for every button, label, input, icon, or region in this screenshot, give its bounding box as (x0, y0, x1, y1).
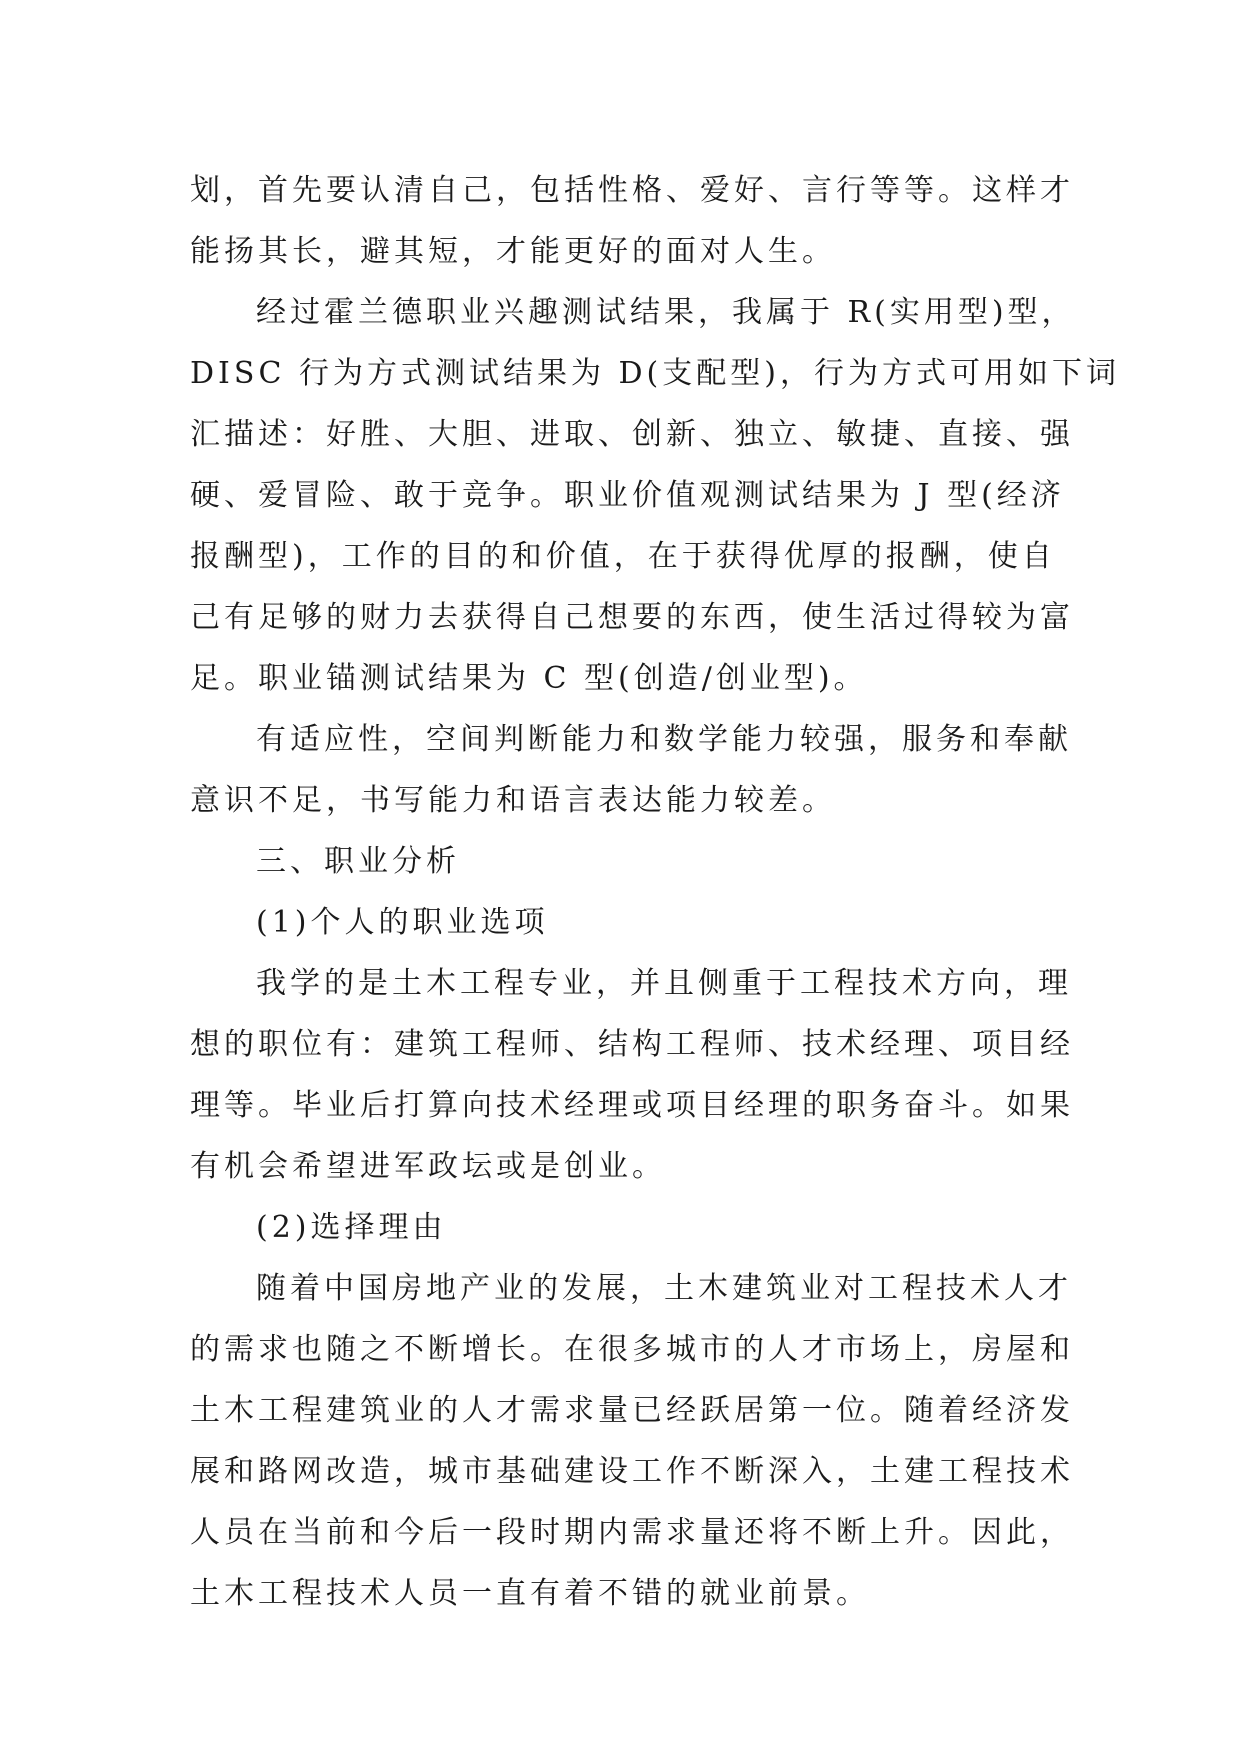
paragraph-line: 人员在当前和今后一段时期内需求量还将不断上升。因此， (190, 1515, 1074, 1550)
paragraph-line: 展和路网改造，城市基础建设工作不断深入，土建工程技术 (190, 1454, 1074, 1489)
paragraph-line: 划，首先要认清自己，包括性格、爱好、言行等等。这样才 (190, 173, 1074, 208)
paragraph-line: 汇描述：好胜、大胆、进取、创新、独立、敏捷、直接、强 (190, 417, 1074, 452)
paragraph-line: 经过霍兰德职业兴趣测试结果，我属于 R(实用型)型， (256, 295, 1076, 330)
paragraph-line: 有机会希望进军政坛或是创业。 (190, 1149, 666, 1184)
paragraph-line: 足。职业锚测试结果为 C 型(创造/创业型)。 (190, 661, 868, 696)
paragraph-line: 土木工程技术人员一直有着不错的就业前景。 (190, 1576, 870, 1611)
paragraph-line: 硬、爱冒险、敢于竞争。职业价值观测试结果为 J 型(经济 (190, 478, 1065, 513)
paragraph-line: 理等。毕业后打算向技术经理或项目经理的职务奋斗。如果 (190, 1088, 1074, 1123)
paragraph-line: 土木工程建筑业的人才需求量已经跃居第一位。随着经济发 (190, 1393, 1074, 1428)
paragraph-line: 我学的是土木工程专业，并且侧重于工程技术方向，理 (256, 966, 1072, 1001)
paragraph-line: 随着中国房地产业的发展，土木建筑业对工程技术人才 (256, 1271, 1072, 1306)
paragraph-line: DISC 行为方式测试结果为 D(支配型)，行为方式可用如下词 (190, 356, 1120, 391)
paragraph-line: 己有足够的财力去获得自己想要的东西，使生活过得较为富 (190, 600, 1074, 635)
subsection-heading: (2)选择理由 (256, 1210, 447, 1245)
subsection-heading: (1)个人的职业选项 (256, 905, 549, 940)
paragraph-line: 想的职位有：建筑工程师、结构工程师、技术经理、项目经 (190, 1027, 1074, 1062)
paragraph-line: 有适应性，空间判断能力和数学能力较强，服务和奉献 (256, 722, 1072, 757)
paragraph-line: 意识不足，书写能力和语言表达能力较差。 (190, 783, 836, 818)
paragraph-line: 能扬其长，避其短，才能更好的面对人生。 (190, 234, 836, 269)
paragraph-line: 的需求也随之不断增长。在很多城市的人才市场上，房屋和 (190, 1332, 1074, 1367)
document-page (190, 160, 1120, 1624)
section-heading: 三、职业分析 (256, 844, 460, 879)
paragraph-line: 报酬型)，工作的目的和价值，在于获得优厚的报酬，使自 (190, 539, 1056, 574)
